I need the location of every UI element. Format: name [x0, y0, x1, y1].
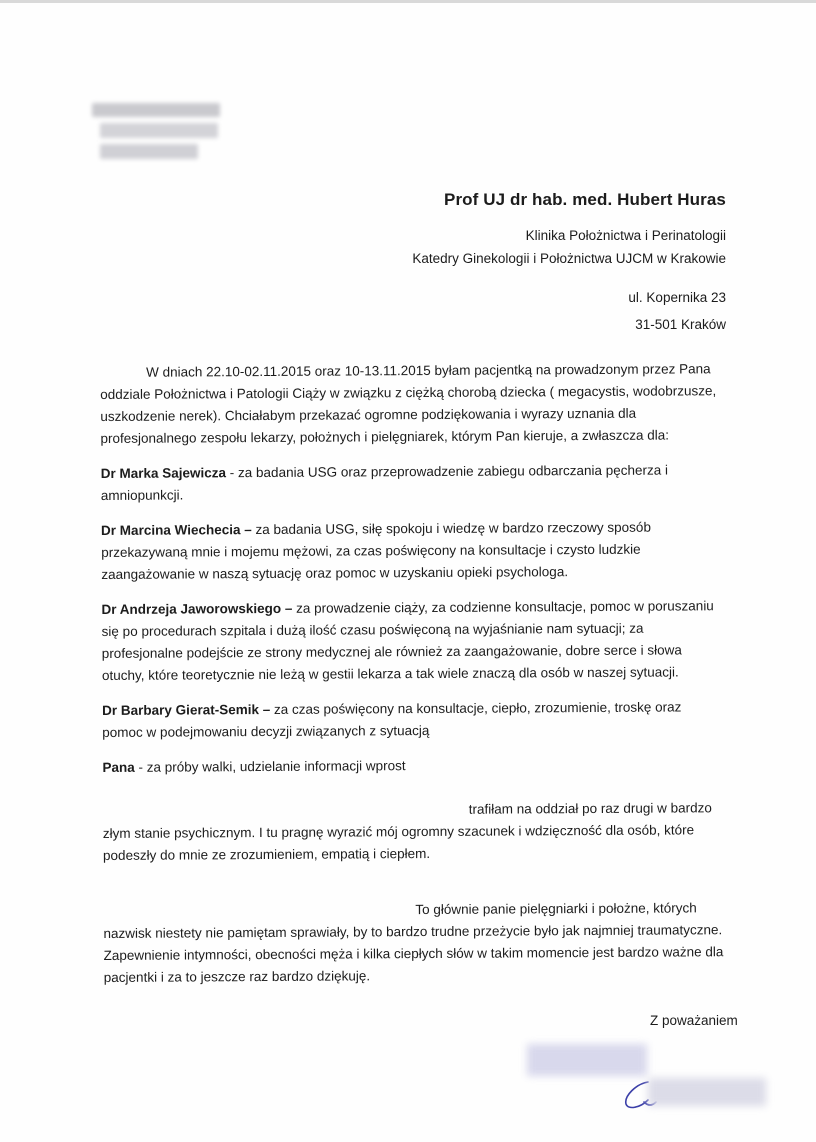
- scan-edge: [0, 0, 816, 3]
- addressee-name: Prof UJ dr hab. med. Hubert Huras: [444, 190, 726, 209]
- thanks-text: - za badania USG oraz przeprowadzenie zabiegu odbarczania pęcherza i amniopunkcji.: [100, 462, 669, 503]
- thanks-name: Dr Marcina Wiechecia –: [100, 522, 252, 538]
- addressee-clinic: Klinika Położnictwa i Perinatologii: [525, 228, 726, 243]
- nurses-paragraph-2: To głównie panie pielęgniarki i położne, których nazwisk niestety nie pamiętam sprawiały, by to bardzo trudne przeżycie było jak najmniej traumatyczne. Zapewnienie intymności, obecności męża i kilka ciepłych słów w takim momencie jest bardzo ważne dla pacjentki i za to jeszcze raz bardzo dziękuję.: [103, 900, 724, 985]
- thanks-paragraph: [102, 696, 722, 744]
- thanks-paragraph: [102, 753, 722, 779]
- redacted-signature: [648, 1078, 766, 1106]
- redacted-sender-line-1: [92, 103, 220, 117]
- thanks-text: - za próby walki, udzielanie informacji wprost: [134, 758, 406, 775]
- letter-body: [100, 358, 724, 1002]
- redacted-sender-line-3: [100, 144, 198, 159]
- thanks-text: za prowadzenie ciąży, za codzienne konsultacje, pomoc w poruszaniu się po procedurach szpitala i dużą ilość czasu poświęconą na wyjaśnianie nam sytuacji; za profesjonalne podejście ze strony medycznej ale również za zaangażowanie, dobre serce i słowa otuchy, które teoretycznie nie leżą w gestii lekarza a tak wiele znaczą dla osób w naszej sytuacji.: [101, 598, 714, 683]
- thanks-paragraph: [101, 459, 721, 507]
- redacted-sender-line-2: [100, 123, 218, 138]
- thanks-name: Dr Barbary Gierat-Semik –: [102, 701, 271, 718]
- intro-paragraph: W dniach 22.10-02.11.2015 oraz 10-13.11.2015 byłam pacjentką na prowadzonym przez Pana oddziale Położnictwa i Patologii Ciąży w związku z ciężką chorobą dziecka ( megacystis, wodobrzusze, uszkodzenie nerek). Chciałabym przekazać ogromne podziękowania i wyrazy uznania dla profesjonalnego zespołu lekarzy, położnych i pielęgniarek, którym Pan kieruje, a zwłaszcza dla:: [100, 361, 717, 446]
- thanks-text: za czas poświęcony na konsultacje, ciepło, zrozumienie, troskę oraz pomoc w podejmowaniu decyzji związanych z sytuacją: [102, 699, 682, 740]
- thanks-paragraph: [101, 595, 722, 687]
- thanks-name: Dr Marka Sajewicza: [100, 465, 227, 481]
- addressee-department: Katedry Ginekologii i Położnictwa UJCM w Krakowie: [412, 251, 726, 266]
- closing-salutation: Z poważaniem: [650, 1013, 738, 1028]
- addressee-block: [412, 190, 726, 336]
- thanks-name: Dr Andrzeja Jaworowskiego –: [101, 600, 293, 617]
- addressee-city: 31-501 Kraków: [635, 317, 726, 332]
- thanks-paragraph: [101, 516, 721, 586]
- nurses-paragraph-1: trafiłam na oddział po raz drugi w bardzo złym stanie psychicznym. I tu pragnę wyrazić mój ogromny szacunek i wdzięczność dla osób, które podeszły do mnie ze zrozumieniem, empatią i ciepłem.: [102, 800, 712, 863]
- thanks-text: za badania USG, siłę spokoju i wiedzę w bardzo rzeczowy sposób przekazywaną mnie i mojemu mężowi, za czas poświęcony na konsultacje i czysto ludzkie zaangażowanie w naszą sytuację oraz pomoc w uzyskaniu opieki psychologa.: [101, 519, 651, 582]
- thanks-name: Pana: [102, 759, 135, 775]
- addressee-street: ul. Kopernika 23: [628, 290, 726, 305]
- redacted-signature-name: [527, 1044, 647, 1076]
